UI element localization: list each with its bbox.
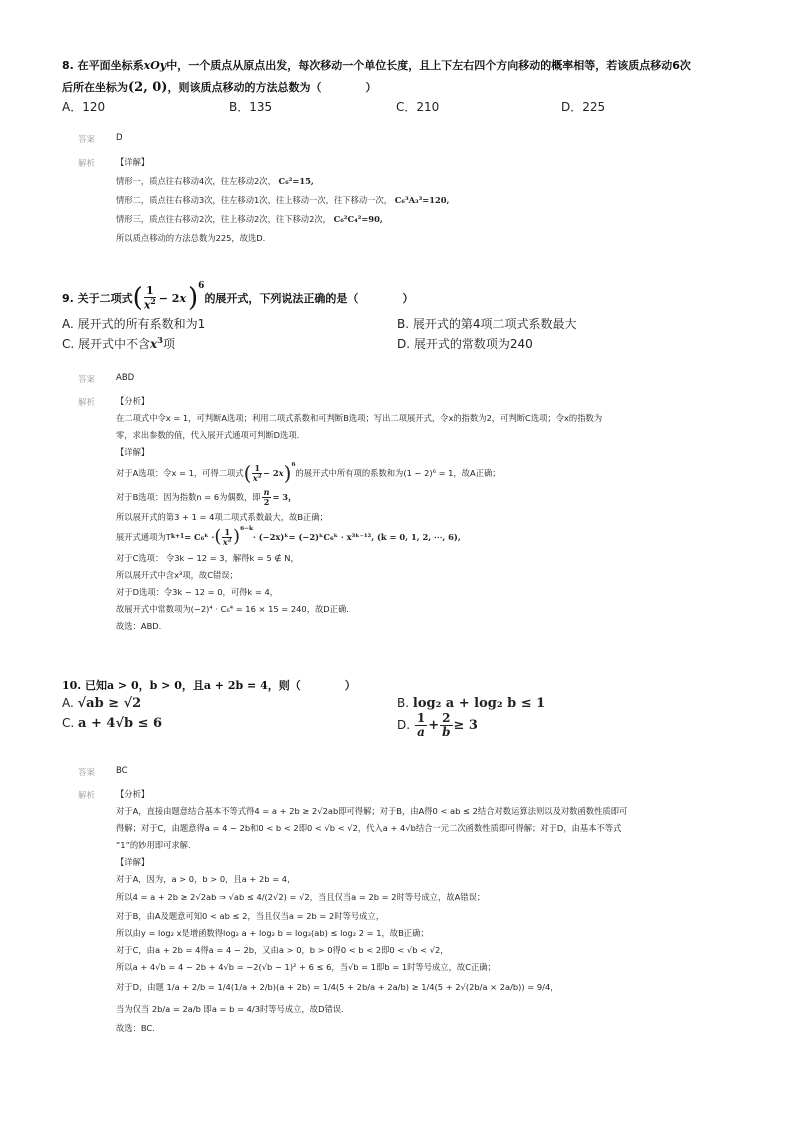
q8-stem-b: 中，一个质点从原点出发，每次移动一个单位长度，且上下左右四个方向移动的概率相等，若该质点移动6次 (166, 59, 691, 72)
q8-stem-a: 8. 在平面坐标系 (62, 59, 144, 72)
q9-line: 【详解】 (116, 447, 150, 457)
q10-option-b[interactable]: B. log₂ a + log₂ b ≤ 1 (397, 696, 546, 711)
q8-option-a[interactable]: A．120 (62, 100, 106, 114)
q9-option-b[interactable]: B. 展开式的第4项二项式系数最大 (397, 317, 577, 331)
q10-line: 对于D，由题 1/a + 2/b = 1/4(1/a + 2/b)(a + 2b) = 1/4(5 + 2b/a + 2a/b) ≥ 1/4(5 + 2√(2b/a × 2a/b)) = 9/4， (116, 982, 559, 992)
q10-solution (116, 788, 627, 1034)
q8-answer-tag: 答案 (78, 135, 96, 145)
q10-line: 当为仅当 2b/a = 2a/b 即a = b = 4/3时等号成立，故D错误. (116, 1004, 344, 1014)
q10-stem-text: 10. 已知a > 0，b > 0，且a + 2b = 4，则（ (62, 679, 301, 692)
q9-line: 【分析】 (116, 396, 150, 406)
q10-line: 所以4 = a + 2b ≥ 2√2ab ⇒ √ab ≤ 4/(2√2) = √2，当且仅当a = 2b = 2时等号成立，故A错误； (116, 892, 486, 902)
q10-line: 得解；对于C，由题意得a = 4 − 2b和0 < b < 2即0 < √b < √2，代入a + 4√b结合一元二次函数性质即可得解；对于D，由基本不等式 (116, 823, 622, 833)
q9-line: 故选：ABD. (116, 621, 162, 631)
q9-stem-num: 9. 关于二项式 (62, 292, 133, 305)
q9-line: 零，求出参数的值，代入展开式通项可判断D选项. (116, 430, 300, 440)
q9-line: 对于B选项：因为指数n = 6为偶数，即 $\frac{n}{2}$ = 3， (116, 487, 297, 507)
q10-close: ） (344, 679, 356, 692)
q8-option-c[interactable]: C．210 (396, 100, 440, 114)
q10-line: 对于A，因为，a > 0，b > 0，且a + 2b = 4， (116, 874, 296, 884)
q10-line: 对于A，直接由题意结合基本不等式得4 = a + 2b ≥ 2√2ab即可得解；对于B，由A得0 < ab ≤ 2结合对数运算法则以及对数函数性质即可 (116, 806, 628, 816)
q8-line: 情形三，质点往右移动2次，往上移动2次，往下移动2次， C₆²C₄²=90, (116, 214, 383, 224)
q8-math: C₆³A₃³=120, (394, 195, 450, 205)
q9-line: 对于C选项： 令3k − 12 = 3，解得k = 5 ∉ N， (116, 553, 299, 563)
q10-stem (62, 677, 356, 693)
q8-close: ） (365, 81, 377, 94)
q8-analysis-tag: 解析 (78, 159, 96, 169)
q8-stem-line2-text: 后所在坐标为 (62, 81, 128, 94)
q9-option-c[interactable]: C. 展开式中不含$x^3$项 (62, 335, 176, 351)
q8-line: 情形一，质点往右移动4次，往左移动2次， C₆²=15, (116, 176, 314, 186)
q9-line: 对于A选项：令x = 1，可得二项式 ( $\frac{1}{x^2}$ − 2x ) $^6$ 的展开式中所有项的系数和为(1 − 2)⁶ = 1，故A正确； (116, 461, 501, 485)
q8-xoy: xOy (143, 59, 167, 72)
q9-line: 在二项式中令x = 1，可判断A选项；利用二项式系数和可判断B选项；写出二项展开式，令x的指数为2，可判断C选项；令x的指数为 (116, 413, 603, 423)
q10-analysis-tag: 解析 (78, 791, 96, 801)
q10-line: 对于B，由A及题意可知0 < ab ≤ 2，当且仅当a = 2b = 2时等号成立， (116, 911, 385, 921)
q9-option-d[interactable]: D. 展开式的常数项为240 (397, 337, 533, 351)
q9-stem: 9. 关于二项式 ( $\frac{1}{x^2}$ − 2x ) $^6$ 的展开式，下列说法正确的是（ ） (62, 281, 414, 313)
q8-math: C₆²=15, (278, 176, 314, 186)
q10-line: 【分析】 (116, 789, 150, 799)
q8-option-d[interactable]: D．225 (561, 100, 606, 114)
q9-solution (116, 395, 602, 632)
q10-line: 所以由y = log₂ x是增函数得log₂ a + log₂ b = log₂(ab) ≤ log₂ 2 = 1，故B正确； (116, 928, 429, 938)
q8-math: C₆²C₄²=90, (333, 214, 383, 224)
q10-option-a[interactable]: A. √ab ≥ √2 (62, 696, 142, 711)
q8-line: 【详解】 (116, 157, 150, 167)
q9-line: 所以展开式中含x³项，故C错误； (116, 570, 238, 580)
q9-close: ） (402, 292, 414, 305)
q9-answer: ABD (116, 373, 135, 383)
q10-option-d[interactable]: D. $\frac{1}{a}$ + $\frac{2}{b}$ ≥ 3 (397, 711, 478, 739)
q10-option-c[interactable]: C. a + 4√b ≤ 6 (62, 716, 163, 731)
q8-stem-tail: ，则该质点移动的方法总数为（ (167, 81, 322, 94)
q9-line: 对于D选项：令3k − 12 = 0，可得k = 4， (116, 587, 279, 597)
q10-line: 所以a + 4√b = 4 − 2b + 4√b = −2(√b − 1)² + 6 ≤ 6，当√b = 1即b = 1时等号成立，故C正确； (116, 962, 496, 972)
q8-stem-line2 (62, 79, 376, 95)
q8-line: 所以质点移动的方法总数为225，故选D. (116, 233, 266, 243)
q10-line: 对于C，由a + 2b = 4得a = 4 − 2b，又由a > 0，b > 0得0 < b < 2即0 < √b < √2， (116, 945, 449, 955)
q8-coord: (2, 0) (128, 80, 168, 95)
q8-line: 情形二，质点往右移动3次，往左移动1次，往上移动一次，往下移动一次， C₆³A₃³=120, (116, 195, 450, 205)
q9-line: 展开式通项为T k+1 = C₆ᵏ · ( $\frac{1}{x^2}$ ) $^{6-k}$ · (−2x)ᵏ = (−2)ᵏC₆ᵏ · x³ᵏ⁻¹², (k = 0, 1, 2, ⋯, 6), (116, 526, 461, 547)
q8-stem-line1 (62, 57, 691, 73)
q10-answer: BC (116, 766, 128, 776)
q9-line: 所以展开式的第3 + 1 = 4项二项式系数最大，故B正确； (116, 512, 328, 522)
q8-answer: D (116, 133, 123, 143)
q9-answer-tag: 答案 (78, 375, 96, 385)
q9-stem-tail: 的展开式，下列说法正确的是（ (204, 292, 359, 305)
q9-line: 故展开式中常数项为(−2)⁴ · C₆⁴ = 16 × 15 = 240，故D正确. (116, 604, 349, 614)
q9-option-a[interactable]: A. 展开式的所有系数和为1 (62, 317, 206, 331)
q9-analysis-tag: 解析 (78, 398, 96, 408)
q10-line: 故选：BC. (116, 1023, 155, 1033)
q10-answer-tag: 答案 (78, 768, 96, 778)
q8-option-b[interactable]: B．135 (229, 100, 273, 114)
q10-line: “1”的妙用即可求解. (116, 840, 191, 850)
q8-solution (116, 156, 449, 244)
q10-line: 【详解】 (116, 857, 150, 867)
